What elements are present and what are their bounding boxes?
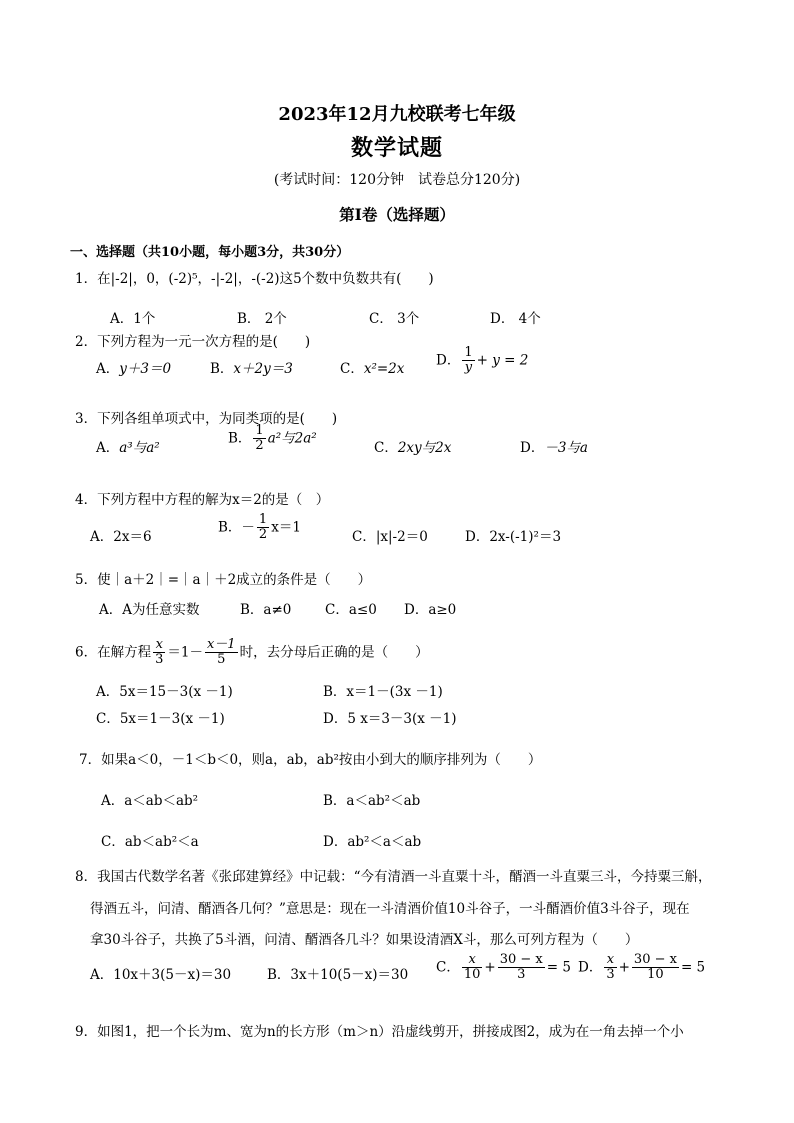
question-8-line2: 得酒五斗，问清、醑酒各几何？”意思是：现在一斗清酒价值10斗谷子，一斗醑酒价值3斗谷子，现在 bbox=[90, 901, 690, 917]
question-2-stem: 2．下列方程为一元一次方程的是( ) bbox=[75, 334, 311, 350]
question-4-option-b: B．－ $\frac{1}{2}$ x＝1 bbox=[218, 512, 301, 543]
part-title: 第I卷（选择题） bbox=[339, 205, 455, 224]
question-4-option-d: D．2x-(-1)²＝3 bbox=[465, 529, 562, 545]
question-2-option-b: B．x＋2y＝3 bbox=[210, 361, 293, 377]
section-heading: 一、选择题（共10小题，每小题3分，共30分） bbox=[70, 245, 350, 260]
question-6-option-a: A．5x＝15－3(x －1) bbox=[96, 684, 233, 700]
exam-title-subject: 数学试题 bbox=[350, 135, 443, 161]
fraction: $\frac{30 - x}{10}$ bbox=[633, 952, 677, 983]
fraction: $\frac{x}{10}$ bbox=[463, 952, 481, 983]
question-6-option-d: D．5 x＝3－3(x －1) bbox=[323, 711, 457, 727]
question-3-option-c: C．2xy与2x bbox=[374, 440, 452, 456]
question-9-stem: 9．如图1，把一个长为m、宽为n的长方形（m＞n）沿虚线剪开，拼接成图2，成为在一角去掉一个小 bbox=[75, 1024, 684, 1040]
question-7-stem: 7．如果a＜0，－1＜b＜0，则a，ab，ab²按由小到大的顺序排列为（ ） bbox=[79, 752, 542, 768]
question-4-option-c: C．|x|-2＝0 bbox=[352, 529, 428, 545]
question-2-option-d: D． $\frac{1}{y}$ + y = 2 bbox=[436, 345, 529, 376]
question-3-option-d: D．－3与a bbox=[520, 440, 588, 456]
fraction: $\frac{x-1}{5}$ bbox=[206, 637, 236, 668]
question-8-option-c: C． $\frac{x}{10}$ + $\frac{30 - x}{3}$ = 5 bbox=[436, 952, 571, 983]
question-7-option-d: D．ab²＜a＜ab bbox=[323, 834, 422, 850]
fraction: $\frac{1}{2}$ bbox=[255, 423, 264, 454]
fraction: $\frac{x}{3}$ bbox=[155, 637, 164, 668]
question-7-option-c: C．ab＜ab²＜a bbox=[101, 834, 199, 850]
fraction: $\frac{1}{y}$ bbox=[464, 345, 473, 376]
question-3-option-a: A．a³与a² bbox=[96, 440, 160, 456]
question-1-option-d: D． 4个 bbox=[490, 311, 541, 327]
question-1-stem: 1．在|-2|，0，(-2)⁵，-|-2|，-(-2)这5个数中负数共有( ) bbox=[75, 271, 434, 287]
question-4-stem: 4．下列方程中方程的解为x＝2的是（ ） bbox=[75, 492, 330, 508]
question-6-option-b: B．x＝1－(3x －1) bbox=[323, 684, 443, 700]
question-5-option-d: D．a≥0 bbox=[404, 602, 457, 618]
question-8-option-a: A．10x＋3(5－x)＝30 bbox=[90, 967, 232, 983]
question-7-option-b: B．a＜ab²＜ab bbox=[323, 793, 421, 809]
question-4-option-a: A．2x＝6 bbox=[90, 529, 152, 545]
question-8-option-d: D． $\frac{x}{3}$ + $\frac{30 - x}{10}$ = 5 bbox=[578, 952, 706, 983]
question-1-option-b: B． 2个 bbox=[237, 311, 287, 327]
question-2-option-c: C．x²=2x bbox=[340, 361, 405, 377]
question-5-option-a: A．A为任意实数 bbox=[99, 602, 200, 618]
question-1-option-c: C． 3个 bbox=[369, 311, 420, 327]
question-1-option-a: A．1个 bbox=[110, 311, 156, 327]
exam-title-line1: 2023年12月九校联考七年级 bbox=[278, 104, 516, 125]
question-6-stem: 6．在解方程 $\frac{x}{3}$ ＝1－ $\frac{x-1}{5}$ 时，去分母后正确的是（ ） bbox=[75, 637, 429, 668]
question-5-option-b: B．a≠0 bbox=[240, 602, 292, 618]
fraction: $\frac{1}{2}$ bbox=[258, 512, 268, 543]
question-8-line1: 8．我国古代数学名著《张邱建算经》中记载：“今有清酒一斗直粟十斗，醑酒一斗直粟三斗，今持粟三斛， bbox=[75, 869, 712, 885]
question-7-option-a: A．a＜ab＜ab² bbox=[101, 793, 199, 809]
question-8-option-b: B．3x＋10(5－x)＝30 bbox=[267, 967, 409, 983]
question-5-option-c: C．a≤0 bbox=[325, 602, 377, 618]
question-3-option-b: B． $\frac{1}{2}$ a²与2a² bbox=[228, 423, 317, 454]
fraction: $\frac{30 - x}{3}$ bbox=[499, 952, 543, 983]
question-5-stem: 5．使｜a＋2｜=｜a｜＋2成立的条件是（ ） bbox=[75, 572, 372, 588]
question-2-option-a: A．y＋3＝0 bbox=[96, 361, 172, 377]
question-6-option-c: C．5x＝1－3(x －1) bbox=[96, 711, 225, 727]
question-8-line3: 拿30斗谷子，共换了5斗酒，问清、醑酒各几斗？如果设清酒X斗，那么可列方程为（ ） bbox=[90, 932, 639, 948]
question-3-stem: 3．下列各组单项式中，为同类项的是( ) bbox=[75, 411, 338, 427]
exam-info: (考试时间：120分钟 试卷总分120分) bbox=[273, 172, 521, 188]
fraction: $\frac{x}{3}$ bbox=[606, 952, 615, 983]
